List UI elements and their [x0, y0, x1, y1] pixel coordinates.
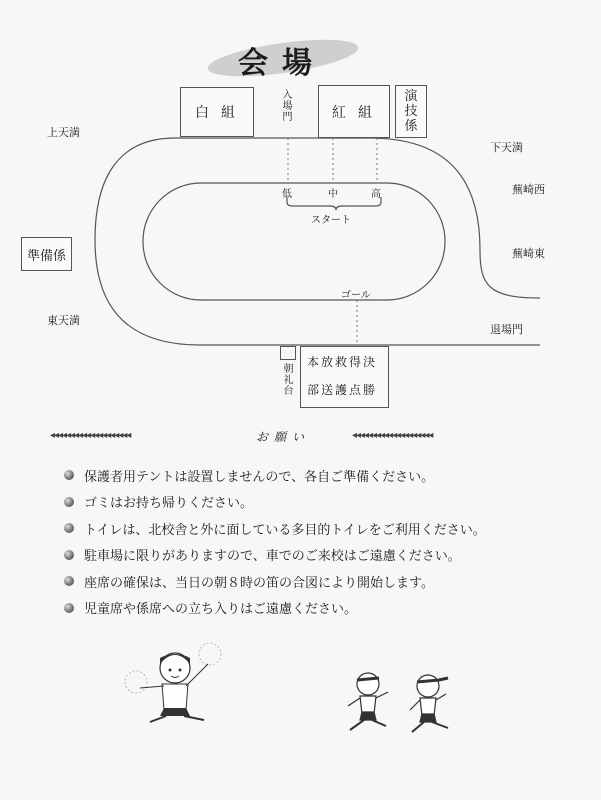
list-item: 児童席や係席への立ち入りはご遠慮ください。: [64, 595, 486, 622]
east-tenma-label: 東天満: [47, 314, 80, 327]
start-label: スタート: [311, 215, 351, 226]
bullet-icon: [64, 523, 74, 533]
morning-stand-label: 朝礼台: [283, 364, 294, 397]
list-item: 保護者用テントは設置しませんので、各自ご準備ください。: [64, 462, 486, 489]
buzaki-west-label: 蕪崎西: [512, 183, 545, 196]
list-item: 座席の確保は、当日の朝８時の笛の合図により開始します。: [64, 568, 486, 595]
heading-ornament-right: ◂◂◂◂◂◂◂◂◂◂◂◂◂◂◂◂◂◂◂◂: [352, 430, 433, 441]
upper-tenma-label: 上天満: [47, 126, 80, 139]
lower-tenma-label: 下天満: [490, 141, 523, 154]
runners-illustration: [340, 668, 470, 738]
list-item: 駐車場に限りがありますので、車でのご来校はご遠慮ください。: [64, 542, 486, 569]
podium-row-bottom: 部送護点勝: [307, 383, 378, 397]
heading-ornament-left: ◂◂◂◂◂◂◂◂◂◂◂◂◂◂◂◂◂◂◂◂: [50, 430, 131, 441]
bullet-icon: [64, 470, 74, 480]
start-mid-label: 中: [328, 189, 338, 200]
track-inner: [143, 183, 445, 300]
bullet-icon: [64, 497, 74, 507]
list-item: ゴミはお持ち帰りください。: [64, 489, 486, 516]
start-high-label: 高: [371, 189, 381, 200]
podium-row-top: 本放救得決: [307, 355, 378, 369]
bullet-icon: [64, 576, 74, 586]
requests-list: [64, 462, 486, 621]
entrance-gate-label: 入場門: [282, 90, 293, 123]
track-outer: [175, 138, 540, 298]
prep-staff-area: 準備係: [21, 237, 72, 271]
page-title: 会場: [238, 46, 326, 81]
performance-staff-label: 演技係: [404, 89, 418, 134]
red-team-area: 紅組: [318, 85, 390, 138]
goal-label: ゴール: [341, 290, 371, 301]
headquarters-tent: [300, 346, 389, 408]
white-team-area: 白組: [180, 87, 254, 137]
cheerleader-illustration: [120, 640, 230, 740]
requests-heading: お願い: [256, 430, 311, 444]
buzaki-east-label: 蕪崎東: [512, 247, 545, 260]
list-item: トイレは、北校舎と外に面している多目的トイレをご利用ください。: [64, 515, 486, 542]
morning-stand-box: [280, 346, 296, 360]
bullet-icon: [64, 603, 74, 613]
start-low-label: 低: [282, 189, 292, 200]
performance-staff-area: [395, 85, 427, 138]
exit-gate-label: 退場門: [490, 323, 523, 336]
bullet-icon: [64, 550, 74, 560]
